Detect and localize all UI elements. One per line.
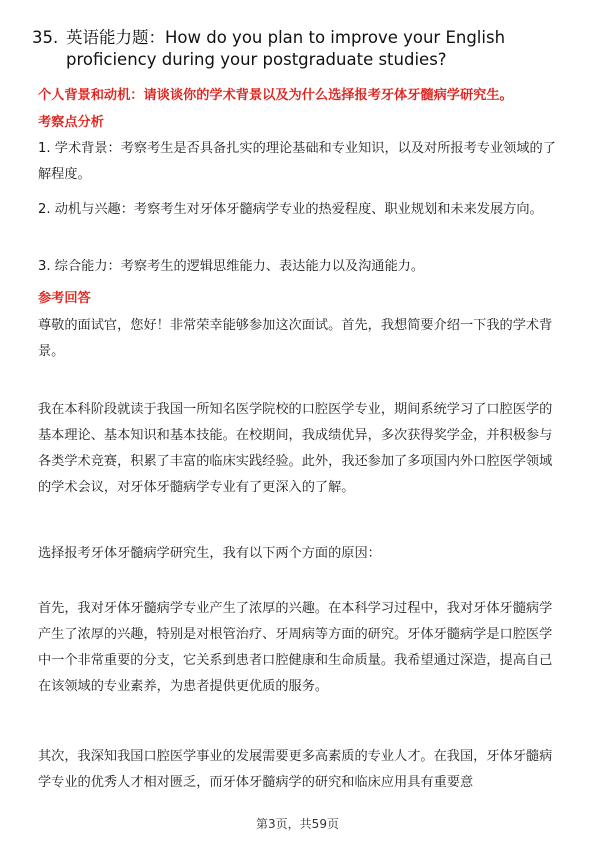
- answer-paragraph-1: 尊敬的面试官，您好！非常荣幸能够参加这次面试。首先，我想简要介绍一下我的学术背景。: [38, 318, 553, 359]
- answer-heading: 参考回答: [38, 291, 91, 306]
- answer-paragraph-3: 选择报考牙体牙髓病学研究生，我有以下两个方面的原因：: [38, 546, 381, 561]
- analysis-heading: 考察点分析: [38, 115, 104, 130]
- answer-paragraph-2: 我在本科阶段就读于我国一所知名医学院校的口腔医学专业，期间系统学习了口腔医学的基本理论、基本知识和基本技能。在校期间，我成绩优异，多次获得奖学金，并积极参与各类学术竞赛，积累了丰富的临床实践经验。此外，我还参加了多项国内外口腔医学领域的学术会议，对牙体牙髓病学专业有了更深入的了解。: [38, 402, 553, 495]
- analysis-item-2: 2. 动机与兴趣：考察考生对牙体牙髓病学专业的热爱程度、职业规划和未来发展方向。: [38, 202, 543, 217]
- question-title: [32, 27, 552, 71]
- section-title: 个人背景和动机：请谈谈你的学术背景以及为什么选择报考牙体牙髓病学研究生。: [38, 88, 513, 103]
- analysis-item-1: 1. 学术背景：考察考生是否具备扎实的理论基础和专业知识，以及对所报考专业领域的了解程度。: [38, 141, 556, 182]
- answer-paragraph-4: 首先，我对牙体牙髓病学专业产生了浓厚的兴趣。在本科学习过程中，我对牙体牙髓病学产生了浓厚的兴趣，特别是对根管治疗、牙周病等方面的研究。牙体牙髓病学是口腔医学中一个非常重要的分支，它关系到患者口腔健康和生命质量。我希望通过深造，提高自己在该领域的专业素养，为患者提供更优质的服务。: [38, 601, 553, 694]
- question-number: 35.: [32, 28, 59, 47]
- page-footer: 第3页，共59页: [256, 817, 339, 831]
- analysis-item-3: 3. 综合能力：考察考生的逻辑思维能力、表达能力以及沟通能力。: [38, 259, 425, 274]
- question-line-1: 英语能力题：How do you plan to improve your English: [66, 28, 506, 47]
- question-line-2: proficiency during your postgraduate studies?: [66, 50, 447, 69]
- answer-paragraph-5: 其次，我深知我国口腔医学事业的发展需要更多高素质的专业人才。在我国，牙体牙髓病学专业的优秀人才相对匮乏，而牙体牙髓病学的研究和临床应用具有重要意: [38, 749, 553, 790]
